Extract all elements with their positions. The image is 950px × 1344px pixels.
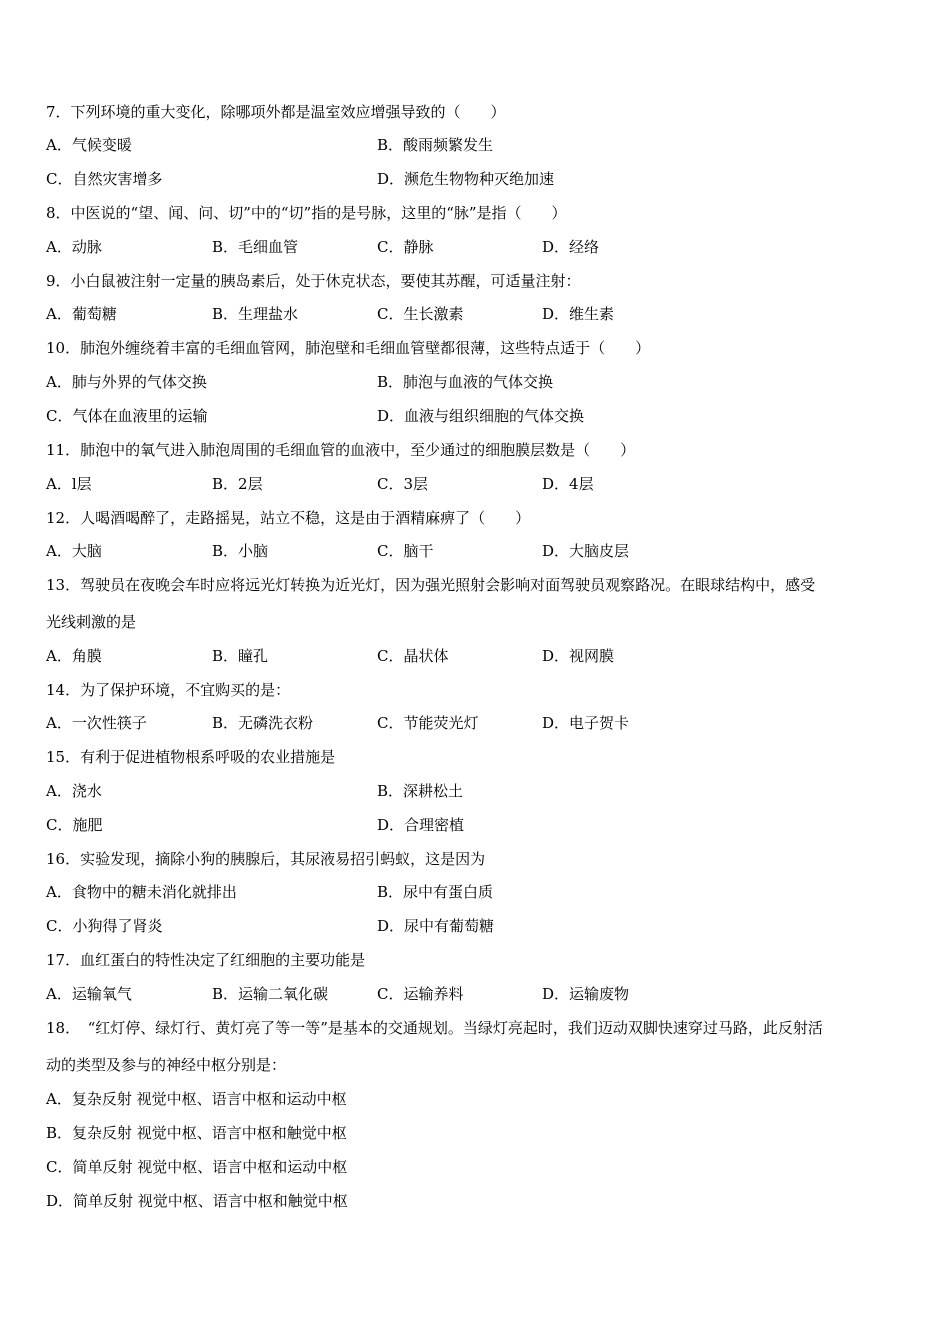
option-b: B．生理盐水 <box>212 305 299 323</box>
option-c: C．施肥 <box>46 816 103 834</box>
option-a: A．角膜 <box>46 647 102 665</box>
option-a: A．浇水 <box>46 782 102 800</box>
option-c: C．简单反射 视觉中枢、语言中枢和运动中枢 <box>46 1158 348 1176</box>
option-b: B．运输二氧化碳 <box>212 985 329 1003</box>
option-d: D．大脑皮层 <box>542 542 630 560</box>
option-d: D．运输废物 <box>542 985 630 1003</box>
option-d: D．濒危生物物种灭绝加速 <box>377 170 555 188</box>
option-b: B．毛细血管 <box>212 238 299 256</box>
option-c: C．脑干 <box>377 542 434 560</box>
option-c: C．小狗得了肾炎 <box>46 917 163 935</box>
question-stem-continued: 光线刺激的是 <box>46 613 137 631</box>
question-stem: 12．人喝酒喝醉了，走路摇晃，站立不稳，这是由于酒精麻痹了（ ） <box>46 509 531 527</box>
option-b: B．小脑 <box>212 542 269 560</box>
option-d: D．视网膜 <box>542 647 615 665</box>
option-d: D．合理密植 <box>377 816 465 834</box>
option-d: D．经络 <box>542 238 600 256</box>
question-stem: 9．小白鼠被注射一定量的胰岛素后，处于休克状态，要使其苏醒，可适量注射： <box>46 272 581 290</box>
option-b: B．酸雨频繁发生 <box>377 136 494 154</box>
question-stem: 7．下列环境的重大变化，除哪项外都是温室效应增强导致的（ ） <box>46 103 506 121</box>
option-c: C．气体在血液里的运输 <box>46 407 208 425</box>
option-a: A．食物中的糖未消化就排出 <box>46 883 237 901</box>
option-d: D．维生素 <box>542 305 615 323</box>
option-a: A．复杂反射 视觉中枢、语言中枢和运动中枢 <box>46 1090 347 1108</box>
option-a: A．肺与外界的气体交换 <box>46 373 207 391</box>
option-a: A．运输氧气 <box>46 985 132 1003</box>
option-a: A．动脉 <box>46 238 102 256</box>
question-stem: 18． “红灯停、绿灯行、黄灯亮了等一等”是基本的交通规划。当绿灯亮起时，我们迈动双脚快速穿过马路，此反射活 <box>46 1019 823 1037</box>
question-stem: 8．中医说的“望、闻、问、切”中的“切”指的是号脉，这里的“脉”是指（ ） <box>46 204 567 222</box>
question-stem: 14．为了保护环境，不宜购买的是： <box>46 681 291 699</box>
option-c: C．晶状体 <box>377 647 449 665</box>
question-stem: 16．实验发现，摘除小狗的胰腺后，其尿液易招引蚂蚁，这是因为 <box>46 850 486 868</box>
question-stem: 13．驾驶员在夜晚会车时应将远光灯转换为近光灯，因为强光照射会影响对面驾驶员观察路况。在眼球结构中，感受 <box>46 576 816 594</box>
option-a: A．l层 <box>46 475 92 493</box>
option-a: A．一次性筷子 <box>46 714 147 732</box>
option-b: B．肺泡与血液的气体交换 <box>377 373 554 391</box>
option-d: D．简单反射 视觉中枢、语言中枢和触觉中枢 <box>46 1192 348 1210</box>
option-b: B．深耕松土 <box>377 782 464 800</box>
option-b: B．瞳孔 <box>212 647 269 665</box>
option-c: C．节能荧光灯 <box>377 714 479 732</box>
question-stem: 11．肺泡中的氧气进入肺泡周围的毛细血管的血液中，至少通过的细胞膜层数是（ ） <box>46 441 636 459</box>
option-c: C．生长激素 <box>377 305 464 323</box>
option-c: C．静脉 <box>377 238 434 256</box>
option-d: D．电子贺卡 <box>542 714 630 732</box>
option-c: C．3层 <box>377 475 429 493</box>
option-a: A．大脑 <box>46 542 102 560</box>
question-stem: 10．肺泡外缠绕着丰富的毛细血管网，肺泡壁和毛细血管壁都很薄，这些特点适于（ ） <box>46 339 651 357</box>
question-stem: 15．有利于促进植物根系呼吸的农业措施是 <box>46 748 336 766</box>
option-a: A．葡萄糖 <box>46 305 117 323</box>
option-c: C．自然灾害增多 <box>46 170 163 188</box>
option-b: B．2层 <box>212 475 263 493</box>
question-stem-continued: 动的类型及参与的神经中枢分别是： <box>46 1056 287 1074</box>
option-d: D．尿中有葡萄糖 <box>377 917 495 935</box>
option-a: A．气候变暖 <box>46 136 132 154</box>
option-d: D．4层 <box>542 475 594 493</box>
option-b: B．尿中有蛋白质 <box>377 883 494 901</box>
option-c: C．运输养料 <box>377 985 464 1003</box>
option-d: D．血液与组织细胞的气体交换 <box>377 407 585 425</box>
option-b: B．无磷洗衣粉 <box>212 714 314 732</box>
option-b: B．复杂反射 视觉中枢、语言中枢和触觉中枢 <box>46 1124 347 1142</box>
question-stem: 17．血红蛋白的特性决定了红细胞的主要功能是 <box>46 951 366 969</box>
